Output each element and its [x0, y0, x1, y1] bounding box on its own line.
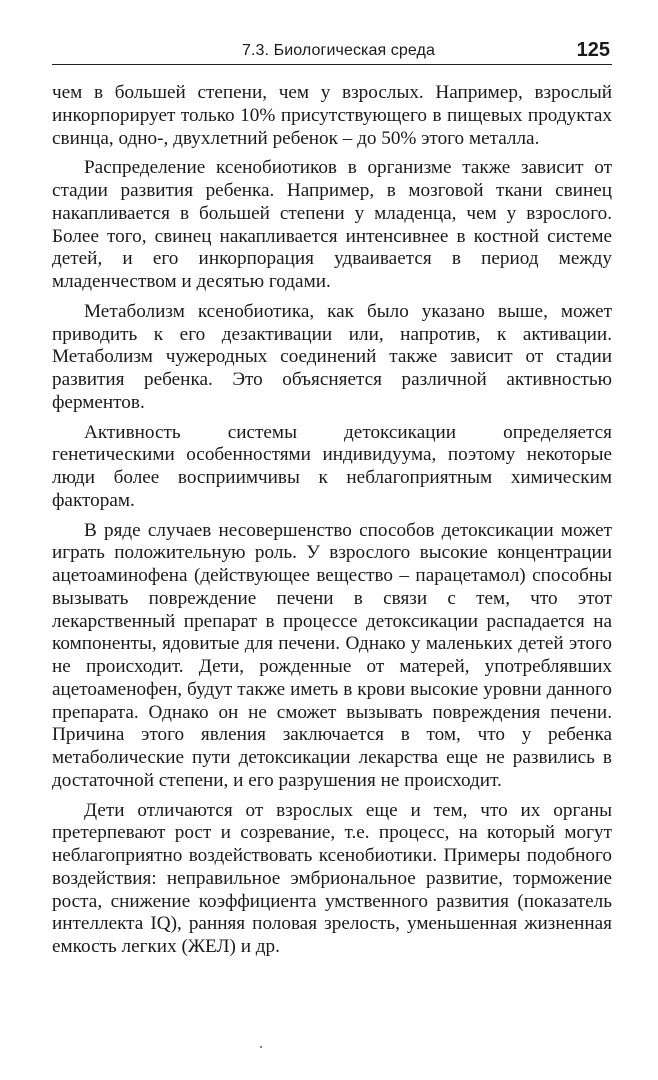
paragraph-continuation: чем в большей степени, чем у взрослых. Например, взрослый инкорпорирует только 10% присутствующего в пищевых продуктах свинца, одно-, двухлетний ребенок – до 50% этого металла. [52, 82, 612, 149]
body-text [52, 82, 612, 959]
page-number: 125 [576, 39, 610, 61]
paragraph: Распределение ксенобиотиков в организме также зависит от стадии развития ребенка. Например, в мозговой ткани свинец накапливается в большей степени у младенца, чем у взрослого. Более того, свинец накапливается интенсивнее в костной системе детей, и его инкорпорация удваивается в период между младенчеством и десятью годами. [52, 157, 612, 292]
paragraph: Активность системы детоксикации определяется генетическими особенностями индивидуума, поэтому некоторые люди более восприимчивы к неблагоприятным химическим факторам. [52, 421, 612, 511]
paragraph: Метаболизм ксенобиотика, как было указано выше, может приводить к его дезактивации или, напротив, к активации. Метаболизм чужеродных соединений также зависит от стадии развития ребенка. Это объясняется различной активностью ферментов. [52, 300, 612, 413]
paragraph: Дети отличаются от взрослых еще и тем, что их органы претерпевают рост и созревание, т.е. процесс, на который могут неблагоприятно воздействовать ксенобиотики. Примеры подобного воздействия: неправильное эмбриональное развитие, торможение роста, снижение коэффициента умственного развития (показатель интеллекта IQ), ранняя половая зрелость, уменьшенная жизненная емкость легких (ЖЕЛ) и др. [52, 799, 612, 957]
print-speck [260, 1046, 262, 1048]
running-header [52, 38, 612, 65]
paragraph: В ряде случаев несовершенство способов детоксикации может играть положительную роль. У взрослого высокие концентрации ацетоаминофена (действующее вещество – парацетамол) способны вызывать повреждение печени в связи с тем, что этот лекарственный препарат в процессе детоксикации распадается на компоненты, ядовитые для печени. Однако у маленьких детей этого не происходит. Дети, рожденные от матерей, употреблявших ацетоаменофен, будут также иметь в крови высокие уровни данного препарата. Однако он не сможет вызывать повреждения печени. Причина этого явления заключается в том, что у ребенка метаболические пути детоксикации лекарства еще не развились в достаточной степени, и его разрушения не происходит. [52, 519, 612, 791]
section-title: 7.3. Биологическая среда [242, 42, 435, 59]
